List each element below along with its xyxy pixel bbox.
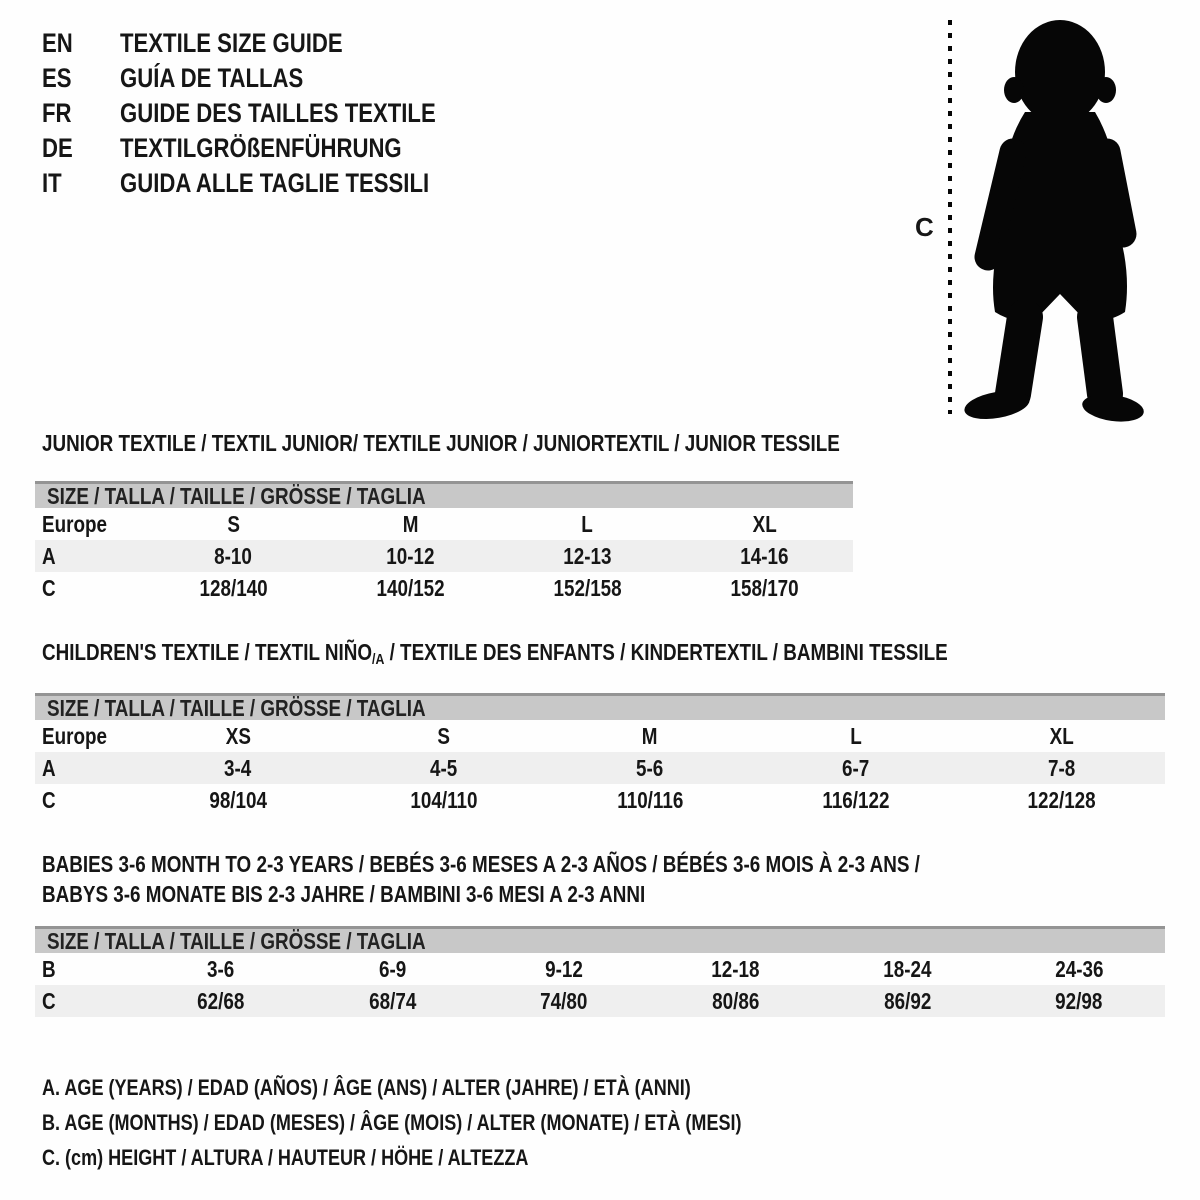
table-row [35, 720, 1165, 752]
table-row [35, 985, 1165, 1017]
height-value: 128/140 [199, 574, 268, 601]
page-title: TEXTILE SIZE GUIDE [120, 28, 343, 58]
age-value: 6-7 [842, 754, 870, 781]
row-label: A [42, 542, 56, 569]
row-label: A [42, 754, 56, 781]
title-subscript: /A [372, 651, 385, 668]
age-months-value: 12-18 [711, 955, 760, 982]
row-label: C [42, 786, 56, 813]
toddler-figure [885, 12, 1165, 422]
age-months-value: 24-36 [1055, 955, 1104, 982]
legend-age-years: A. AGE (YEARS) / EDAD (AÑOS) / ÂGE (ANS) / ALTER (JAHRE) / ETÀ (ANNI) [42, 1075, 691, 1100]
height-value: 86/92 [883, 987, 932, 1014]
legend-age-months: B. AGE (MONTHS) / EDAD (MESES) / ÂGE (MOIS) / ALTER (MONATE) / ETÀ (MESI) [42, 1110, 742, 1135]
size-value: XL [1049, 722, 1075, 749]
age-months-value: 18-24 [883, 955, 932, 982]
age-months-value: 3-6 [207, 955, 235, 982]
height-value: 152/158 [553, 574, 622, 601]
table-row [35, 953, 1165, 985]
legend-height-cm: C. (cm) HEIGHT / ALTURA / HAUTEUR / HÖHE / ALTEZZA [42, 1145, 529, 1170]
page-title-de: TEXTILGRÖßENFÜHRUNG [120, 133, 402, 163]
age-value: 12-13 [563, 542, 612, 569]
language-row-it [42, 166, 505, 201]
language-row-de [42, 131, 505, 166]
size-value: L [850, 722, 862, 749]
height-value: 116/122 [822, 786, 890, 813]
age-value: 7-8 [1048, 754, 1076, 781]
age-value: 10-12 [386, 542, 435, 569]
language-row-en [42, 26, 505, 61]
childrens-textile-table [35, 693, 1165, 816]
junior-textile-title: JUNIOR TEXTILE / TEXTIL JUNIOR/ TEXTILE JUNIOR / JUNIORTEXTIL / JUNIOR TESSILE [42, 430, 840, 456]
table-row [35, 784, 1165, 816]
table-row [35, 572, 853, 604]
row-label: Europe [42, 722, 107, 749]
size-header-label: SIZE / TALLA / TAILLE / GRÖSSE / TAGLIA [47, 927, 426, 954]
table-row [35, 752, 1165, 784]
language-row-es [42, 61, 505, 96]
height-value: 74/80 [540, 987, 588, 1014]
size-header-bar [35, 693, 1165, 720]
babies-textile-title: BABIES 3-6 MONTH TO 2-3 YEARS / BEBÉS 3-6 MESES A 2-3 AÑOS / BÉBÉS 3-6 MOIS À 2-3 ANS / BABYS 3-6 MONATE BIS 2-3 JAHRE / BAMBINI 3-6 MESI A 2-3 ANNI [42, 851, 920, 907]
height-value: 92/98 [1055, 987, 1103, 1014]
junior-textile-section [35, 430, 853, 604]
height-value: 68/74 [368, 987, 417, 1014]
size-header-label: SIZE / TALLA / TAILLE / GRÖSSE / TAGLIA [47, 694, 426, 721]
size-value: S [437, 722, 451, 749]
measure-legend [42, 1070, 895, 1175]
size-value: M [402, 510, 419, 537]
height-value: 80/86 [712, 987, 760, 1014]
language-title-list [42, 26, 505, 201]
language-row-fr [42, 96, 505, 131]
height-value: 98/104 [209, 786, 267, 813]
height-value: 158/170 [730, 574, 799, 601]
age-months-value: 6-9 [378, 955, 407, 982]
size-header-bar [35, 481, 853, 508]
childrens-textile-section [35, 639, 1165, 816]
size-value: M [642, 722, 658, 749]
childrens-textile-title: CHILDREN'S TEXTILE / TEXTIL NIÑO/A / TEXTILE DES ENFANTS / KINDERTEXTIL / BAMBINI TESSILE [42, 639, 948, 668]
junior-textile-table [35, 481, 853, 604]
babies-textile-section [35, 849, 1165, 1017]
height-measure-label: C [915, 212, 934, 242]
babies-textile-table [35, 926, 1165, 1017]
age-value: 3-4 [224, 754, 252, 781]
language-code: ES [42, 63, 72, 93]
page-title-fr: GUIDE DES TAILLES TEXTILE [120, 98, 436, 128]
age-value: 8-10 [214, 542, 253, 569]
row-label: Europe [42, 510, 107, 537]
age-value: 4-5 [430, 754, 458, 781]
page-title-it: GUIDA ALLE TAGLIE TESSILI [120, 168, 430, 198]
language-code: IT [42, 168, 62, 198]
height-value: 62/68 [197, 987, 245, 1014]
height-value: 104/110 [410, 786, 478, 813]
size-value: S [227, 510, 240, 537]
size-header-label: SIZE / TALLA / TAILLE / GRÖSSE / TAGLIA [47, 482, 426, 509]
language-code: FR [42, 98, 72, 128]
size-header-bar [35, 926, 1165, 953]
size-value: L [581, 510, 594, 537]
row-label: C [42, 574, 56, 601]
age-value: 5-6 [636, 754, 664, 781]
row-label: C [42, 987, 56, 1014]
language-code: EN [42, 28, 73, 58]
page-title-es: GUÍA DE TALLAS [120, 63, 304, 93]
row-label: B [42, 955, 56, 982]
age-value: 14-16 [740, 542, 789, 569]
height-value: 122/128 [1027, 786, 1097, 813]
age-months-value: 9-12 [545, 955, 584, 982]
height-value: 140/152 [376, 574, 445, 601]
table-row [35, 508, 853, 540]
height-value: 110/116 [616, 786, 684, 813]
language-code: DE [42, 133, 73, 163]
table-row [35, 540, 853, 572]
size-value: XS [225, 722, 251, 749]
size-value: XL [752, 510, 777, 537]
